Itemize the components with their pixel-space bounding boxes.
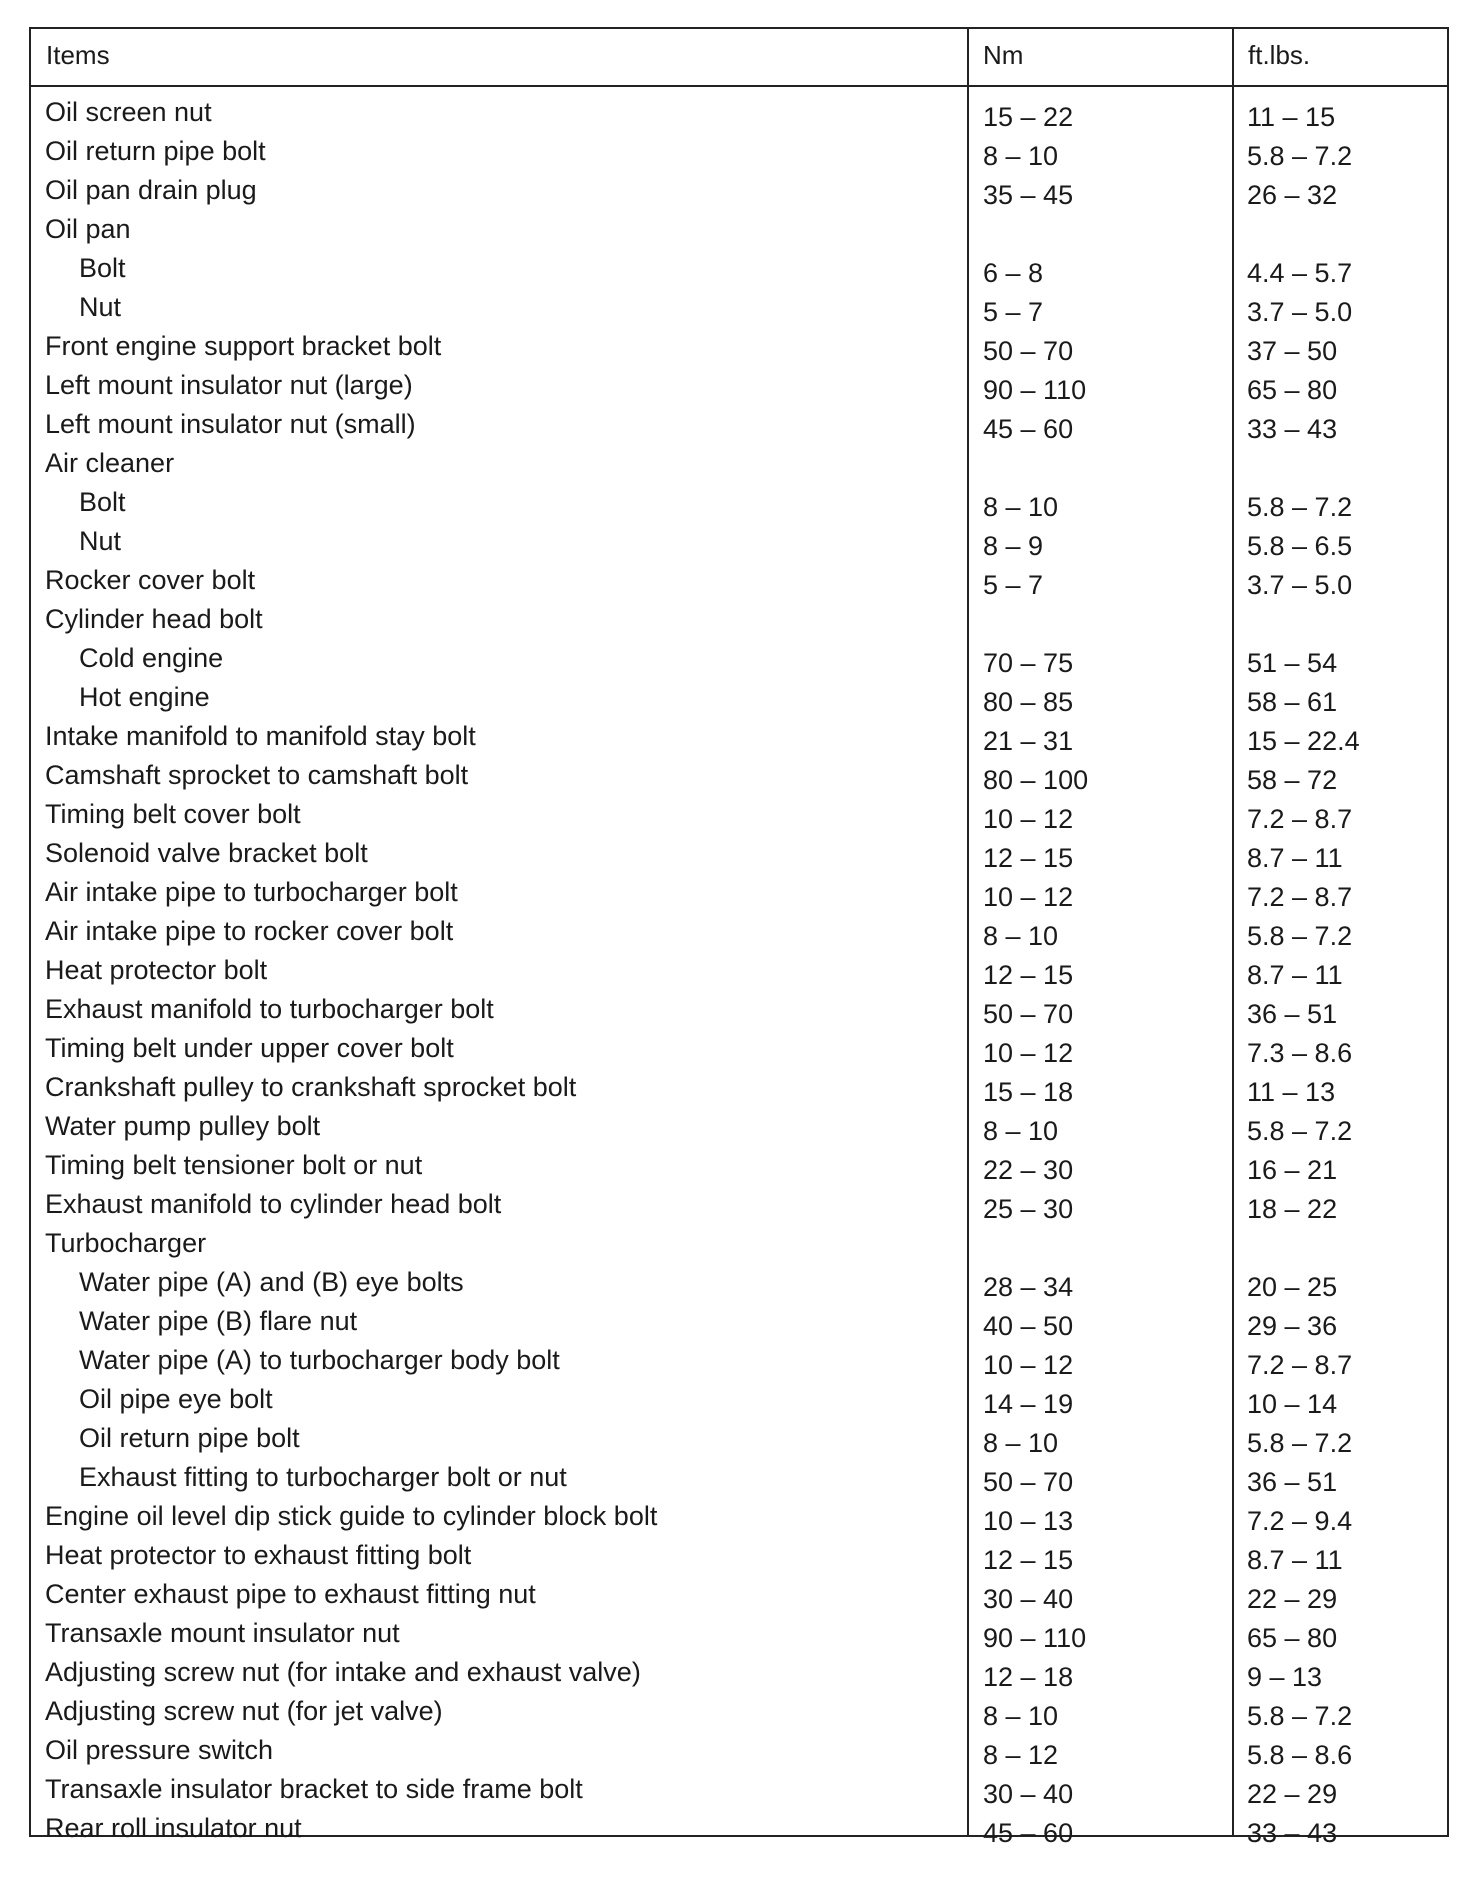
row-nm-value: 45 – 60 — [983, 414, 1074, 444]
row-ftlbs-value: 29 – 36 — [1247, 1311, 1338, 1341]
table-row — [31, 873, 1447, 912]
row-item: Solenoid valve bracket bolt — [45, 838, 368, 868]
row-ftlbs-value: 7.2 – 8.7 — [1247, 882, 1353, 912]
row-item: Front engine support bracket bolt — [45, 331, 442, 361]
row-nm-value: 15 – 18 — [983, 1077, 1074, 1107]
row-ftlbs-value: 5.8 – 7.2 — [1247, 1428, 1353, 1458]
row-item: Exhaust fitting to turbocharger bolt or nut — [79, 1462, 567, 1492]
table-row — [31, 1614, 1447, 1653]
row-nm-value: 10 – 12 — [983, 804, 1074, 834]
table-row — [31, 1302, 1447, 1341]
row-nm-value: 10 – 13 — [983, 1506, 1074, 1536]
row-item: Air cleaner — [45, 448, 175, 478]
row-nm-value: 10 – 12 — [983, 882, 1074, 912]
row-nm-value: 30 – 40 — [983, 1584, 1074, 1614]
table-row — [31, 951, 1447, 990]
row-nm-value: 12 – 15 — [983, 960, 1074, 990]
row-nm-value: 6 – 8 — [983, 258, 1044, 288]
row-nm-value: 14 – 19 — [983, 1389, 1074, 1419]
row-ftlbs-value: 8.7 – 11 — [1247, 1545, 1343, 1575]
row-item: Left mount insulator nut (small) — [45, 409, 416, 439]
table-row — [31, 1809, 1447, 1848]
row-item: Exhaust manifold to cylinder head bolt — [45, 1189, 502, 1219]
row-nm-value: 70 – 75 — [983, 648, 1074, 678]
table-row — [31, 444, 1447, 483]
row-ftlbs-value: 18 – 22 — [1247, 1194, 1338, 1224]
table-row — [31, 132, 1447, 171]
row-nm-value: 25 – 30 — [983, 1194, 1074, 1224]
table-row — [31, 1536, 1447, 1575]
row-nm-value: 8 – 12 — [983, 1740, 1059, 1770]
row-nm-value: 90 – 110 — [983, 375, 1087, 405]
table-row — [31, 717, 1447, 756]
row-ftlbs-value: 36 – 51 — [1247, 1467, 1338, 1497]
table-row — [31, 1029, 1447, 1068]
table-row — [31, 639, 1447, 678]
table-row — [31, 171, 1447, 210]
row-item: Water pump pulley bolt — [45, 1111, 321, 1141]
row-nm-value: 8 – 10 — [983, 492, 1059, 522]
row-nm-value: 12 – 18 — [983, 1662, 1074, 1692]
row-nm-value: 21 – 31 — [983, 726, 1074, 756]
table-row — [31, 600, 1447, 639]
table-row — [31, 249, 1447, 288]
row-nm-value: 80 – 85 — [983, 687, 1074, 717]
table-row — [31, 990, 1447, 1029]
row-item: Oil return pipe bolt — [79, 1423, 300, 1453]
row-nm-value: 8 – 9 — [983, 531, 1044, 561]
row-item: Timing belt under upper cover bolt — [45, 1033, 454, 1063]
row-item: Transaxle mount insulator nut — [45, 1618, 400, 1648]
row-item: Camshaft sprocket to camshaft bolt — [45, 760, 469, 790]
row-item: Water pipe (B) flare nut — [79, 1306, 358, 1336]
row-nm-value: 8 – 10 — [983, 141, 1059, 171]
table-row — [31, 1419, 1447, 1458]
table-row — [31, 522, 1447, 561]
row-nm-value: 40 – 50 — [983, 1311, 1074, 1341]
row-nm-value: 50 – 70 — [983, 336, 1074, 366]
row-ftlbs-value: 33 – 43 — [1247, 414, 1338, 444]
row-nm-value: 8 – 10 — [983, 1701, 1059, 1731]
row-nm-value: 80 – 100 — [983, 765, 1089, 795]
row-ftlbs-value: 7.3 – 8.6 — [1247, 1038, 1353, 1068]
table-row — [31, 405, 1447, 444]
row-ftlbs-value: 5.8 – 7.2 — [1247, 921, 1353, 951]
table-row — [31, 1653, 1447, 1692]
table-row — [31, 756, 1447, 795]
row-ftlbs-value: 5.8 – 7.2 — [1247, 1701, 1353, 1731]
row-ftlbs-value: 3.7 – 5.0 — [1247, 297, 1353, 327]
row-item: Cylinder head bolt — [45, 604, 263, 634]
row-item: Transaxle insulator bracket to side frame bolt — [45, 1774, 583, 1804]
row-nm-value: 45 – 60 — [983, 1818, 1074, 1848]
table-row — [31, 1146, 1447, 1185]
row-item: Oil return pipe bolt — [45, 136, 266, 166]
row-item: Heat protector bolt — [45, 955, 268, 985]
row-item: Nut — [79, 292, 122, 322]
row-item: Turbocharger — [45, 1228, 207, 1258]
row-item: Adjusting screw nut (for jet valve) — [45, 1696, 443, 1726]
row-nm-value: 8 – 10 — [983, 921, 1059, 951]
table-row — [31, 1341, 1447, 1380]
row-nm-value: 8 – 10 — [983, 1428, 1059, 1458]
table-row — [31, 288, 1447, 327]
row-item: Oil screen nut — [45, 97, 212, 127]
row-item: Water pipe (A) to turbocharger body bolt — [79, 1345, 560, 1375]
row-item: Bolt — [79, 487, 126, 517]
row-ftlbs-value: 15 – 22.4 — [1247, 726, 1360, 756]
row-item: Timing belt tensioner bolt or nut — [45, 1150, 423, 1180]
row-item: Engine oil level dip stick guide to cylinder block bolt — [45, 1501, 658, 1531]
table-row — [31, 1224, 1447, 1263]
row-item: Bolt — [79, 253, 126, 283]
row-ftlbs-value: 58 – 61 — [1247, 687, 1338, 717]
row-ftlbs-value: 7.2 – 9.4 — [1247, 1506, 1353, 1536]
row-nm-value: 10 – 12 — [983, 1038, 1074, 1068]
row-item: Crankshaft pulley to crankshaft sprocket bolt — [45, 1072, 577, 1102]
table-row — [31, 327, 1447, 366]
table-row — [31, 1380, 1447, 1419]
table-body — [31, 93, 1447, 1848]
row-item: Air intake pipe to rocker cover bolt — [45, 916, 454, 946]
table-row — [31, 1692, 1447, 1731]
table-row — [31, 1770, 1447, 1809]
row-ftlbs-value: 7.2 – 8.7 — [1247, 804, 1353, 834]
row-ftlbs-value: 5.8 – 7.2 — [1247, 492, 1353, 522]
row-nm-value: 50 – 70 — [983, 1467, 1074, 1497]
row-ftlbs-value: 5.8 – 6.5 — [1247, 531, 1353, 561]
row-item: Heat protector to exhaust fitting bolt — [45, 1540, 472, 1570]
torque-spec-table — [29, 27, 1449, 1848]
row-item: Intake manifold to manifold stay bolt — [45, 721, 476, 751]
row-item: Cold engine — [79, 643, 224, 673]
table-row — [31, 1458, 1447, 1497]
row-ftlbs-value: 33 – 43 — [1247, 1818, 1338, 1848]
table-row — [31, 561, 1447, 600]
row-ftlbs-value: 4.4 – 5.7 — [1247, 258, 1353, 288]
row-ftlbs-value: 36 – 51 — [1247, 999, 1338, 1029]
row-item: Air intake pipe to turbocharger bolt — [45, 877, 458, 907]
row-nm-value: 50 – 70 — [983, 999, 1074, 1029]
table-row — [31, 1107, 1447, 1146]
row-item: Rear roll insulator nut — [45, 1813, 302, 1843]
row-ftlbs-value: 22 – 29 — [1247, 1779, 1338, 1809]
row-ftlbs-value: 16 – 21 — [1247, 1155, 1338, 1185]
row-nm-value: 22 – 30 — [983, 1155, 1074, 1185]
row-item: Rocker cover bolt — [45, 565, 256, 595]
table-row — [31, 483, 1447, 522]
row-ftlbs-value: 5.8 – 7.2 — [1247, 141, 1353, 171]
row-item: Oil pan drain plug — [45, 175, 257, 205]
row-ftlbs-value: 26 – 32 — [1247, 180, 1338, 210]
table-row — [31, 834, 1447, 873]
row-nm-value: 90 – 110 — [983, 1623, 1087, 1653]
row-nm-value: 5 – 7 — [983, 297, 1044, 327]
row-nm-value: 10 – 12 — [983, 1350, 1074, 1380]
row-ftlbs-value: 10 – 14 — [1247, 1389, 1338, 1419]
table-row — [31, 1068, 1447, 1107]
row-nm-value: 15 – 22 — [983, 102, 1074, 132]
row-ftlbs-value: 20 – 25 — [1247, 1272, 1338, 1302]
row-nm-value: 30 – 40 — [983, 1779, 1074, 1809]
table-row — [31, 678, 1447, 717]
row-ftlbs-value: 5.8 – 8.6 — [1247, 1740, 1353, 1770]
row-ftlbs-value: 9 – 13 — [1247, 1662, 1323, 1692]
row-nm-value: 8 – 10 — [983, 1116, 1059, 1146]
table-row — [31, 1263, 1447, 1302]
table-row — [31, 366, 1447, 405]
header-nm: Nm — [983, 40, 1024, 70]
table-row — [31, 912, 1447, 951]
row-item: Oil pipe eye bolt — [79, 1384, 273, 1414]
row-nm-value: 35 – 45 — [983, 180, 1074, 210]
row-ftlbs-value: 5.8 – 7.2 — [1247, 1116, 1353, 1146]
row-item: Nut — [79, 526, 122, 556]
row-item: Adjusting screw nut (for intake and exhaust valve) — [45, 1657, 641, 1687]
table-row — [31, 210, 1447, 249]
row-ftlbs-value: 8.7 – 11 — [1247, 843, 1343, 873]
row-item: Exhaust manifold to turbocharger bolt — [45, 994, 494, 1024]
row-item: Hot engine — [79, 682, 210, 712]
row-item: Oil pan — [45, 214, 131, 244]
row-ftlbs-value: 11 – 15 — [1247, 102, 1336, 132]
row-nm-value: 12 – 15 — [983, 843, 1074, 873]
row-item: Center exhaust pipe to exhaust fitting nut — [45, 1579, 536, 1609]
row-item: Oil pressure switch — [45, 1735, 274, 1765]
header-divider — [31, 85, 1447, 87]
table-row — [31, 1185, 1447, 1224]
row-nm-value: 5 – 7 — [983, 570, 1044, 600]
row-item: Water pipe (A) and (B) eye bolts — [79, 1267, 464, 1297]
table-row — [31, 1575, 1447, 1614]
row-nm-value: 12 – 15 — [983, 1545, 1074, 1575]
row-ftlbs-value: 3.7 – 5.0 — [1247, 570, 1353, 600]
row-ftlbs-value: 7.2 – 8.7 — [1247, 1350, 1353, 1380]
row-item: Left mount insulator nut (large) — [45, 370, 413, 400]
table-row — [31, 795, 1447, 834]
table-row — [31, 1731, 1447, 1770]
row-ftlbs-value: 11 – 13 — [1247, 1077, 1336, 1107]
header-ftlbs: ft.lbs. — [1248, 40, 1311, 70]
table-row — [31, 93, 1447, 132]
row-ftlbs-value: 8.7 – 11 — [1247, 960, 1343, 990]
row-ftlbs-value: 65 – 80 — [1247, 1623, 1338, 1653]
row-nm-value: 28 – 34 — [983, 1272, 1074, 1302]
header-items: Items — [46, 40, 110, 70]
row-ftlbs-value: 51 – 54 — [1247, 648, 1338, 678]
row-item: Timing belt cover bolt — [45, 799, 301, 829]
row-ftlbs-value: 65 – 80 — [1247, 375, 1338, 405]
row-ftlbs-value: 37 – 50 — [1247, 336, 1338, 366]
table-row — [31, 1497, 1447, 1536]
row-ftlbs-value: 22 – 29 — [1247, 1584, 1338, 1614]
row-ftlbs-value: 58 – 72 — [1247, 765, 1338, 795]
